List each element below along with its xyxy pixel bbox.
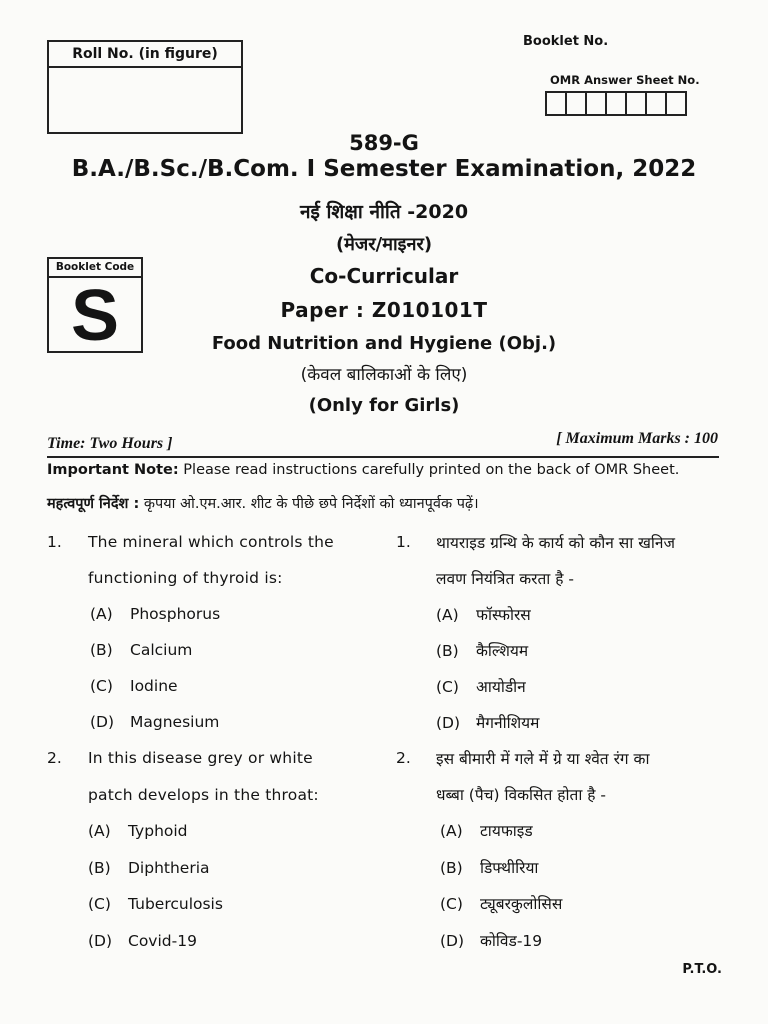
important-note	[47, 462, 737, 478]
option-text: कोविड-19	[480, 932, 543, 950]
booklet-number-label: Booklet No.	[523, 34, 609, 49]
question-number: 2.	[47, 749, 62, 767]
answer-option[interactable]	[90, 605, 220, 623]
subject-title: Co-Curricular	[309, 264, 459, 288]
answer-option-hindi[interactable]	[436, 711, 539, 733]
answer-option-hindi[interactable]	[440, 819, 533, 841]
important-note-hindi-text: कृपया ओ.एम.आर. शीट के पीछे छपे निर्देशों को ध्यानपूर्वक पढ़ें।	[139, 496, 479, 512]
answer-option-hindi[interactable]	[440, 929, 542, 951]
option-text: टायफाइड	[480, 822, 533, 840]
option-label: (B)	[88, 859, 111, 877]
option-text: Covid-19	[128, 932, 197, 950]
option-label: (B)	[90, 641, 113, 659]
omr-sheet-label: OMR Answer Sheet No.	[550, 73, 700, 87]
option-text: डिफ्थीरिया	[480, 859, 539, 877]
omr-number-boxes	[545, 91, 685, 116]
omr-digit-box[interactable]	[565, 91, 587, 116]
answer-option[interactable]	[88, 895, 223, 913]
omr-digit-box[interactable]	[665, 91, 687, 116]
course-title: Food Nutrition and Hygiene (Obj.)	[211, 333, 557, 354]
answer-option[interactable]	[90, 641, 192, 659]
option-label: (D)	[440, 932, 465, 950]
option-label: (D)	[88, 932, 113, 950]
time-allowed: Time: Two Hours ]	[47, 435, 173, 452]
option-text: Diphtheria	[128, 859, 210, 877]
option-label: (C)	[440, 895, 463, 913]
roll-number-box[interactable]	[47, 40, 243, 134]
option-text: कैल्शियम	[476, 642, 529, 660]
paper-number: Paper : Z010101T	[280, 298, 488, 322]
answer-option-hindi[interactable]	[436, 603, 531, 625]
maximum-marks: [ Maximum Marks : 100	[556, 430, 718, 447]
roll-number-label: Roll No. (in figure)	[49, 42, 241, 68]
question-text-hindi: इस बीमारी में गले में ग्रे या श्वेत रंग का	[436, 750, 650, 768]
option-label: (D)	[436, 714, 461, 732]
option-text: फॉस्फोरस	[476, 606, 531, 624]
answer-option[interactable]	[88, 859, 210, 877]
answer-option[interactable]	[90, 713, 219, 731]
exam-title: B.A./B.Sc./B.Com. I Semester Examination, 2022	[71, 156, 697, 182]
option-text: ट्यूबरकुलोसिस	[480, 895, 563, 913]
question-number-hindi: 2.	[396, 749, 411, 767]
omr-digit-box[interactable]	[625, 91, 647, 116]
answer-option[interactable]	[90, 677, 178, 695]
option-label: (B)	[440, 859, 463, 877]
option-label: (C)	[88, 895, 111, 913]
option-label: (D)	[90, 713, 115, 731]
answer-option-hindi[interactable]	[440, 856, 538, 878]
answer-option-hindi[interactable]	[436, 639, 528, 661]
divider	[47, 456, 719, 458]
option-label: (A)	[440, 822, 463, 840]
option-label: (C)	[90, 677, 113, 695]
paper-code: 589-G	[349, 131, 419, 155]
girls-only-hindi: (केवल बालिकाओं के लिए)	[300, 365, 468, 385]
option-label: (A)	[88, 822, 111, 840]
question-text-hindi: लवण नियंत्रित करता है -	[436, 570, 574, 588]
answer-option-hindi[interactable]	[436, 675, 526, 697]
option-text: Typhoid	[128, 822, 188, 840]
question-text: In this disease grey or white	[88, 749, 313, 767]
important-note-hindi	[47, 493, 737, 513]
omr-digit-box[interactable]	[605, 91, 627, 116]
option-text: मैगनीशियम	[476, 714, 540, 732]
option-text: आयोडीन	[476, 678, 526, 696]
booklet-code-letter: S	[70, 276, 120, 356]
option-label: (C)	[436, 678, 459, 696]
question-number-hindi: 1.	[396, 533, 411, 551]
important-note-label: Important Note:	[47, 462, 179, 478]
question-text: The mineral which controls the	[88, 533, 334, 551]
option-text: Calcium	[130, 641, 193, 659]
option-text: Iodine	[130, 677, 178, 695]
please-turn-over: P.T.O.	[682, 962, 722, 977]
important-note-text: Please read instructions carefully printed on the back of OMR Sheet.	[178, 462, 680, 478]
omr-digit-box[interactable]	[545, 91, 567, 116]
question-number: 1.	[47, 533, 62, 551]
important-note-hindi-label: महत्वपूर्ण निर्देश :	[47, 496, 140, 512]
policy-hindi: नई शिक्षा नीति -2020	[299, 201, 469, 223]
option-text: Tuberculosis	[128, 895, 223, 913]
answer-option[interactable]	[88, 932, 197, 950]
major-minor-hindi: (मेजर/माइनर)	[335, 234, 433, 255]
answer-option[interactable]	[88, 822, 188, 840]
question-text-hindi: थायराइड ग्रन्थि के कार्य को कौन सा खनिज	[436, 534, 675, 552]
question-text-hindi: धब्बा (पैच) विकसित होता है -	[436, 786, 607, 804]
option-label: (A)	[436, 606, 459, 624]
option-label: (B)	[436, 642, 459, 660]
option-text: Magnesium	[130, 713, 220, 731]
omr-digit-box[interactable]	[645, 91, 667, 116]
question-text: patch develops in the throat:	[88, 786, 319, 804]
option-label: (A)	[90, 605, 113, 623]
option-text: Phosphorus	[130, 605, 221, 623]
answer-option-hindi[interactable]	[440, 892, 562, 914]
omr-digit-box[interactable]	[585, 91, 607, 116]
booklet-code-label: Booklet Code	[49, 259, 141, 278]
girls-only: (Only for Girls)	[308, 395, 460, 416]
question-text: functioning of thyroid is:	[88, 569, 283, 587]
